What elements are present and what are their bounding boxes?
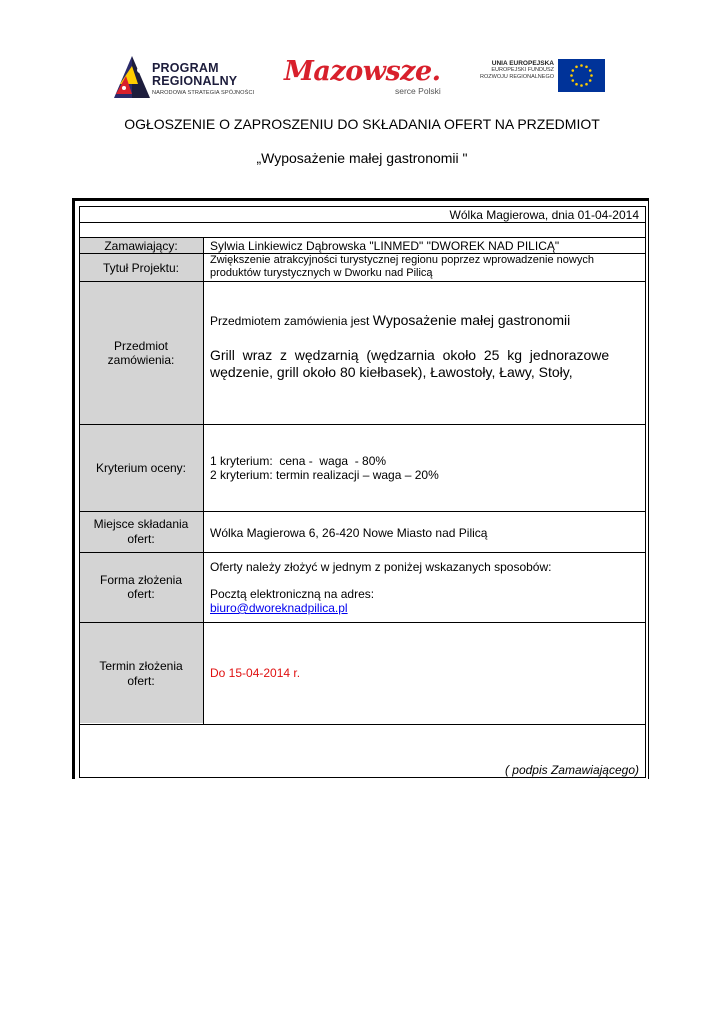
- grid-line: [79, 424, 645, 425]
- termin-value: Do 15-04-2014 r.: [210, 666, 301, 680]
- miejsce-label-line1: Miejsce składania: [93, 517, 189, 531]
- program-line3: NARODOWA STRATEGIA SPÓJNOŚCI: [152, 90, 255, 96]
- grid-line: [79, 552, 645, 553]
- grid-line: [645, 206, 646, 778]
- program-regionalny-text: [152, 62, 254, 96]
- kryterium-label: Kryterium oceny:: [95, 461, 187, 475]
- eu-line2: EUROPEJSKI FUNDUSZ: [491, 67, 554, 73]
- eu-flag-icon: [558, 59, 605, 92]
- tytul-value-line1: Zwiększenie atrakcyjności turystycznej regionu poprzez wprowadzenie nowych: [210, 254, 594, 266]
- program-regionalny-logo-icon: [110, 54, 154, 100]
- miejsce-value: Wólka Magierowa 6, 26-420 Nowe Miasto nad Pilicą: [210, 526, 488, 540]
- grid-line: [79, 206, 645, 207]
- grid-line: [79, 222, 645, 223]
- label-cell-termin: [80, 623, 203, 723]
- program-line2: REGIONALNY: [152, 74, 238, 88]
- mazowsze-logo: Mazowsze.: [284, 56, 441, 87]
- przedmiot-label-line2: zamówienia:: [107, 353, 175, 367]
- przedmiot-intro: Przedmiotem zamówienia jest: [210, 314, 373, 328]
- przedmiot-label-line1: Przedmiot: [113, 339, 169, 353]
- program-line1: PROGRAM: [152, 61, 219, 75]
- logo-banner: [88, 44, 636, 110]
- kryterium-line2: 2 kryterium: termin realizacji – waga – 20%: [210, 468, 439, 482]
- zamawiajacy-label: Zamawiający:: [104, 239, 178, 253]
- przedmiot-detail-line2: wędzenie, grill około 80 kiełbasek), Ławostoły, Ławy, Stoły,: [210, 364, 573, 380]
- przedmiot-intro-emphasis: Wyposażenie małej gastronomii: [372, 312, 571, 328]
- grid-line: [203, 237, 204, 725]
- termin-label-line2: ofert:: [127, 674, 155, 688]
- przedmiot-intro-line: [210, 313, 570, 328]
- zamawiajacy-value: Sylwia Linkiewicz Dąbrowska "LINMED" "DWOREK NAD PILICĄ": [210, 239, 560, 253]
- grid-line: [79, 622, 645, 623]
- tytul-value-line2: produktów turystycznych w Dworku nad Pilicą: [210, 267, 433, 279]
- mazowsze-subtitle: serce Polski: [395, 86, 441, 96]
- forma-line1: Oferty należy złożyć w jednym z poniżej wskazanych sposobów:: [210, 560, 552, 574]
- order-subject-heading: „Wyposażenie małej gastronomii ": [256, 150, 468, 166]
- tytul-label: Tytuł Projektu:: [102, 261, 180, 275]
- eu-line1: UNIA EUROPEJSKA: [491, 60, 554, 67]
- grid-line: [79, 724, 645, 725]
- przedmiot-detail-line1: Grill wraz z wędzarnią (wędzarnia około 25 kg jednorazowe: [210, 347, 610, 363]
- announcement-title: OGŁOSZENIE O ZAPROSZENIU DO SKŁADANIA OFERT NA PRZEDMIOT: [124, 116, 600, 132]
- email-link[interactable]: biuro@dworeknadpilica.pl: [210, 601, 348, 615]
- kryterium-line1: 1 kryterium: cena - waga - 80%: [210, 454, 387, 468]
- signature-line: ( podpis Zamawiającego): [504, 763, 639, 777]
- miejsce-label-line2: ofert:: [127, 532, 155, 546]
- eu-fund-text: [470, 60, 554, 81]
- eu-line3: ROZWOJU REGIONALNEGO: [480, 74, 554, 80]
- grid-line: [79, 206, 80, 778]
- grid-line: [79, 777, 645, 778]
- grid-line: [79, 237, 645, 238]
- grid-line: [79, 511, 645, 512]
- forma-label-line2: ofert:: [127, 587, 155, 601]
- forma-line2: Pocztą elektroniczną na adres:: [210, 587, 375, 601]
- termin-label-line1: Termin złożenia: [99, 659, 183, 673]
- date-line: Wólka Magierowa, dnia 01-04-2014: [449, 208, 639, 222]
- grid-line: [79, 281, 645, 282]
- forma-label-line1: Forma złożenia: [99, 573, 183, 587]
